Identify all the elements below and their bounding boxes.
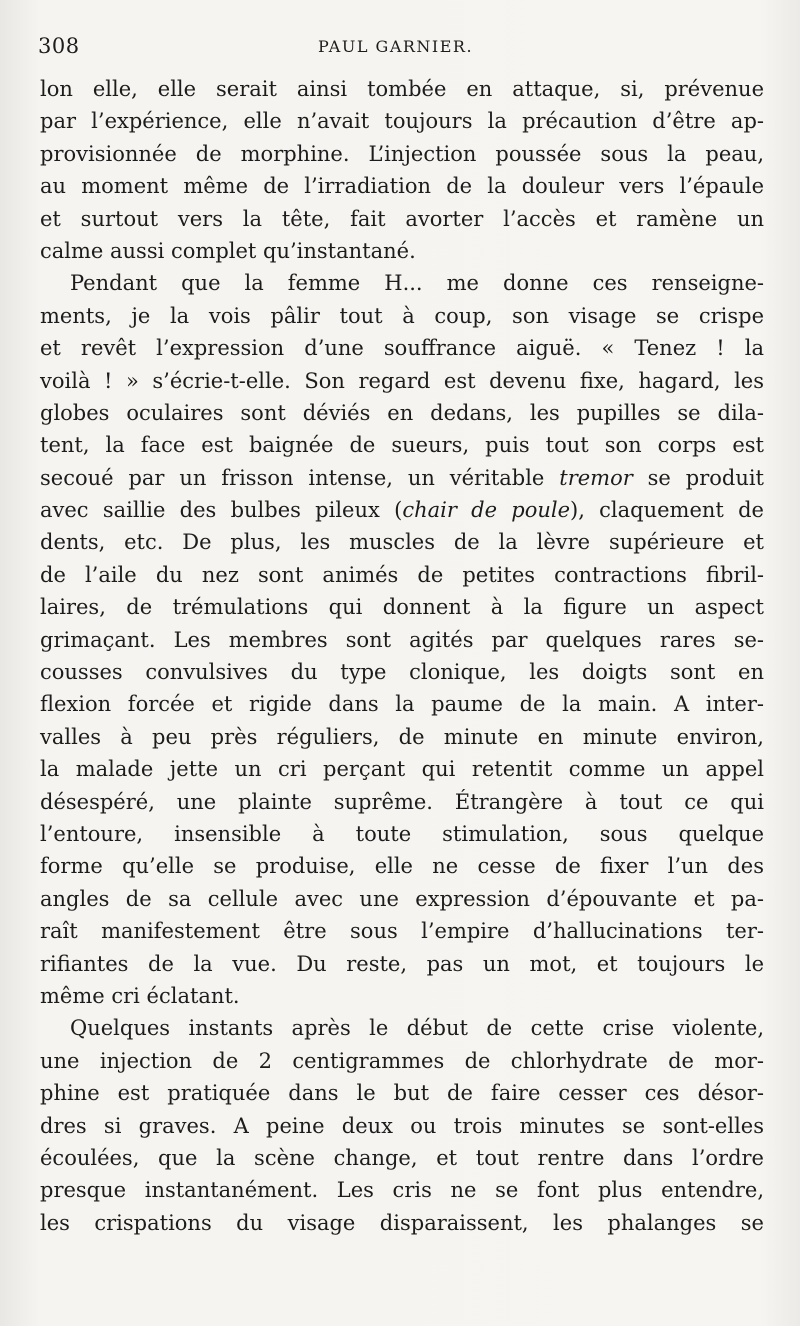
text-line: même cri éclatant. — [40, 983, 240, 1008]
text-line: phine est pratiquée dans le but de faire cesser ces désor- — [40, 1081, 764, 1106]
text-line: voilà ! » s’écrie-t-elle. Son regard est devenu fixe, hagard, les — [40, 368, 764, 393]
text-line: lon elle, elle serait ainsi tombée en attaque, si, prévenue — [40, 77, 764, 101]
text-line: dents, etc. De plus, les muscles de la lèvre supérieure et — [40, 530, 764, 555]
text-line: l’entoure, insensible à toute stimulation, sous quelque — [40, 821, 764, 846]
text-line: cousses convulsives du type clonique, les doigts sont en — [40, 660, 764, 685]
text-line: raît manifestement être sous l’empire d’hallucinations ter- — [40, 919, 764, 944]
page-header — [38, 34, 758, 64]
text-line: forme qu’elle se produise, elle ne cesse de fixer l’un des — [40, 854, 764, 879]
text-line: dres si graves. A peine deux ou trois minutes se sont-elles — [40, 1113, 764, 1138]
text-line: une injection de 2 centigrammes de chlorhydrate de mor- — [40, 1048, 764, 1073]
text-line: grimaçant. Les membres sont agités par quelques rares se- — [40, 627, 764, 652]
text-line: désespéré, une plainte suprême. Étrangère à tout ce qui — [40, 789, 764, 814]
text-line: Quelques instants après le début de cette crise violente, — [70, 1016, 764, 1041]
text-line: et revêt l’expression d’une souffrance aiguë. « Tenez ! la — [40, 336, 764, 361]
text-line: par l’expérience, elle n’avait toujours la précaution d’être ap- — [40, 109, 764, 134]
text-line: flexion forcée et rigide dans la paume de la main. A inter- — [40, 692, 764, 717]
text-line: laires, de trémulations qui donnent à la figure un aspect — [40, 595, 764, 620]
body-text — [40, 73, 764, 1239]
text-line: avec saillie des bulbes pileux (chair de poule), claquement de — [40, 498, 764, 523]
text-line: Pendant que la femme H... me donne ces renseigne- — [70, 271, 764, 296]
page-number: 308 — [38, 34, 80, 58]
text-line: globes oculaires sont déviés en dedans, les pupilles se dila- — [40, 400, 764, 425]
text-line: secoué par un frisson intense, un véritable tremor se produit — [40, 465, 764, 490]
text-line: valles à peu près réguliers, de minute en minute environ, — [40, 724, 764, 749]
text-line: calme aussi complet qu’instantané. — [40, 238, 416, 263]
text-line: et surtout vers la tête, fait avorter l’accès et ramène un — [40, 206, 764, 231]
text-line: angles de sa cellule avec une expression d’épouvante et pa- — [40, 886, 764, 911]
text-line: ments, je la vois pâlir tout à coup, son visage se crispe — [40, 303, 764, 328]
text-line: tent, la face est baignée de sueurs, puis tout son corps est — [40, 433, 764, 458]
text-line: les crispations du visage disparaissent, les phalanges se — [40, 1210, 764, 1235]
text-line: rifiantes de la vue. Du reste, pas un mot, et toujours le — [40, 951, 764, 976]
running-head: PAUL GARNIER. — [318, 37, 474, 56]
text-line: provisionnée de morphine. L’injection poussée sous la peau, — [40, 141, 764, 166]
text-line: la malade jette un cri perçant qui retentit comme un appel — [40, 757, 764, 782]
text-line: au moment même de l’irradiation de la douleur vers l’épaule — [40, 174, 764, 199]
text-line: presque instantanément. Les cris ne se font plus entendre, — [40, 1178, 764, 1203]
text-line: écoulées, que la scène change, et tout rentre dans l’ordre — [40, 1145, 764, 1170]
text-line: de l’aile du nez sont animés de petites contractions fibril- — [40, 562, 764, 587]
